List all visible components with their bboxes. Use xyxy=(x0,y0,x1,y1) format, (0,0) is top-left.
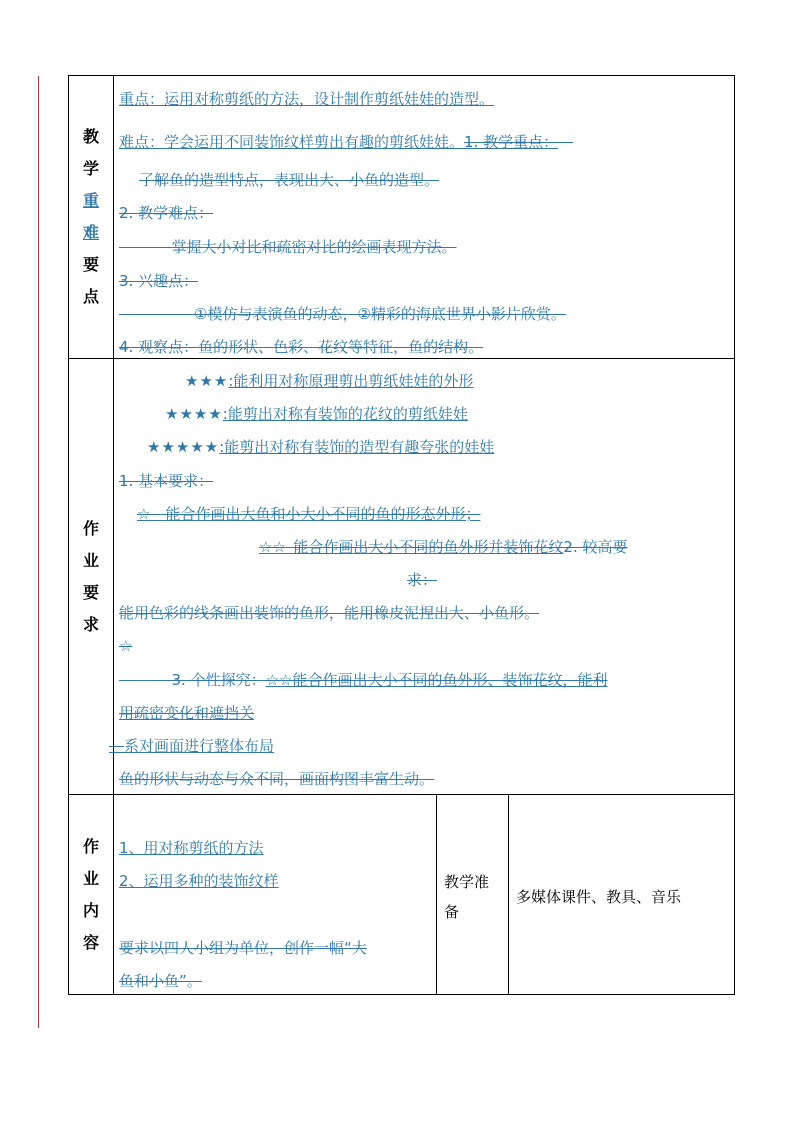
personal-text-4: 鱼的形状与动态与众不同，画面构图丰富生动。 xyxy=(119,770,435,788)
label-char: 要 xyxy=(82,582,99,602)
prep-label xyxy=(444,867,489,927)
label-char: 难 xyxy=(82,223,99,242)
indent xyxy=(119,305,194,323)
personal-heading: 3. 个性探究： xyxy=(171,671,266,689)
label-char: 容 xyxy=(82,932,99,952)
label-char: 点 xyxy=(82,287,99,306)
star4-line xyxy=(165,403,468,425)
star5-text: :能剪出对称有装饰的造型有趣夸张的娃娃 xyxy=(219,438,495,456)
star5-rating: ★★★★★ xyxy=(147,438,220,456)
star4-rating: ★★★★ xyxy=(165,405,223,423)
label-char: 学 xyxy=(82,159,99,178)
higher-line xyxy=(259,536,628,558)
struck-heading-3: 3. 兴趣点： xyxy=(119,272,199,290)
struck-line-3: ①模仿与表演鱼的动态，②精彩的海底世界小影片欣赏。 xyxy=(194,305,566,323)
struck-line-3-wrap xyxy=(119,303,566,325)
label-char: 重 xyxy=(82,191,99,210)
single-star: ☆ xyxy=(119,637,133,655)
struck-gap xyxy=(558,133,573,151)
personal-stars: ☆☆ xyxy=(265,671,293,689)
content-row xyxy=(69,795,734,994)
prep-value: 多媒体课件、教具、音乐 xyxy=(516,888,682,906)
label-char: 作 xyxy=(82,518,99,538)
content-item-2: 2、运用多种的装饰纹样 xyxy=(119,872,279,890)
focus-label xyxy=(69,76,114,358)
higher-text: 能合作画出大小不同的鱼外形并装饰花纹 xyxy=(293,538,564,556)
struck-heading-2: 2. 教学难点： xyxy=(119,204,214,222)
focus-row xyxy=(69,76,734,359)
margin-line xyxy=(38,76,39,1028)
prep-label-2: 备 xyxy=(444,903,460,921)
basic-line xyxy=(137,503,480,525)
higher-line-2: 能用色彩的线条画出装饰的鱼形，能用橡皮泥捏出大、小鱼形。 xyxy=(119,604,540,622)
key-point: 重点：运用对称剪纸的方法，设计制作剪纸娃娃的造型。 xyxy=(119,90,495,108)
focus-content xyxy=(119,76,730,358)
basic-text: 能合作画出大鱼和小大小不同的鱼的形态外形； xyxy=(165,505,481,523)
difficulty: 难点：学会运用不同装饰纹样剪出有趣的剪纸娃娃。 xyxy=(119,133,465,151)
star5-line xyxy=(147,436,494,458)
indent xyxy=(109,737,124,755)
personal-text-3: 系对画面进行整体布局 xyxy=(124,737,275,755)
star3-rating: ★★★ xyxy=(185,372,229,390)
content-struck-b: 鱼和小鱼”。 xyxy=(119,972,202,990)
label-char: 业 xyxy=(82,868,99,888)
label-char: 作 xyxy=(82,836,99,856)
label-char: 业 xyxy=(82,550,99,570)
higher-heading-a: 2. 较高要 xyxy=(563,538,628,556)
struck-line-1: 了解鱼的造型特点，表现出大、小鱼的造型。 xyxy=(139,171,440,189)
personal-text: 能合作画出大小不同的鱼外形、装饰花纹，能利 xyxy=(292,671,608,689)
higher-heading-b: 求： xyxy=(407,571,438,589)
struck-heading-1: 1. 教学重点： xyxy=(464,133,559,151)
requirements-content xyxy=(119,359,730,794)
content-item-1: 1、用对称剪纸的方法 xyxy=(119,839,264,857)
difficulty-line xyxy=(119,131,573,153)
divider xyxy=(436,795,437,994)
label-char: 求 xyxy=(82,614,99,634)
star3-text: :能利用对称原理剪出剪纸娃娃的外形 xyxy=(228,372,474,390)
star4-text: :能剪出对称有装饰的花纹的剪纸娃娃 xyxy=(222,405,468,423)
divider xyxy=(508,795,509,994)
indent xyxy=(119,671,172,689)
indent xyxy=(119,238,172,256)
personal-text-2: 用疏密变化和遮挡关 xyxy=(119,704,255,722)
basic-heading: 1. 基本要求： xyxy=(119,472,214,490)
requirements-label xyxy=(69,359,114,794)
struck-line-4: 4. 观察点：鱼的形状、色彩、花纹等特征，鱼的结构。 xyxy=(119,338,484,356)
struck-line-2: 掌握大小对比和疏密对比的绘画表现方法。 xyxy=(171,238,457,256)
gap xyxy=(150,505,165,523)
label-char: 教 xyxy=(82,127,99,146)
higher-star: ☆☆ xyxy=(259,538,286,556)
lesson-table xyxy=(68,75,735,995)
basic-star: ☆ xyxy=(137,505,151,523)
struck-line-2-wrap xyxy=(119,236,457,258)
label-char: 要 xyxy=(82,255,99,274)
star3-line xyxy=(185,370,473,392)
prep-label-1: 教学准 xyxy=(444,873,490,891)
personal-text-3-wrap xyxy=(109,735,274,757)
content-label xyxy=(69,795,114,994)
requirements-row xyxy=(69,359,734,795)
personal-line xyxy=(119,669,608,691)
label-char: 内 xyxy=(82,900,99,920)
content-struck-a: 要求以四人小组为单位，创作一幅“大 xyxy=(119,939,367,957)
content-body xyxy=(119,795,435,994)
